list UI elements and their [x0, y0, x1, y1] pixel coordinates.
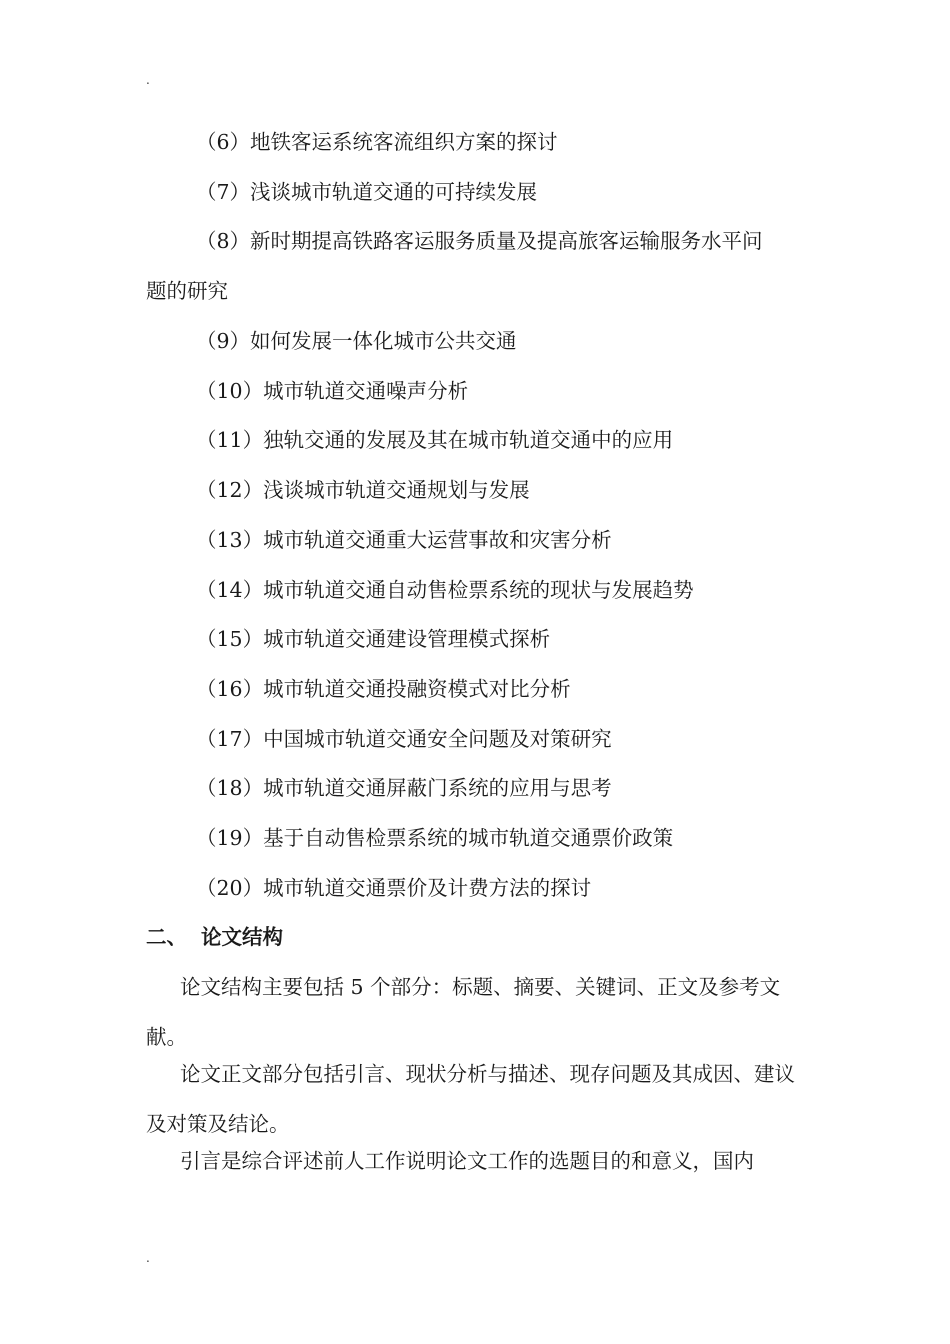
topic-item: （14）城市轨道交通自动售检票系统的现状与发展趋势: [196, 577, 694, 602]
section-title: 论文结构: [201, 925, 283, 950]
body-paragraph: 论文结构主要包括 5 个部分：标题、摘要、关键词、正文及参考文献。: [146, 975, 781, 1049]
topic-item: （17）中国城市轨道交通安全问题及对策研究: [196, 726, 612, 751]
topic-item: （9）如何发展一体化城市公共交通: [196, 329, 517, 354]
section-heading: [146, 925, 810, 949]
topic-item: （13）城市轨道交通重大运营事故和灾害分析: [196, 527, 612, 552]
topic-item: （12）浅谈城市轨道交通规划与发展: [196, 478, 530, 503]
document-body: [146, 130, 810, 1186]
body-paragraph: 引言是综合评述前人工作说明论文工作的选题目的和意义，国内: [180, 1149, 754, 1173]
page-mark-bottom: .: [146, 1251, 150, 1265]
body-paragraph: 论文正文部分包括引言、现状分析与描述、现存问题及其成因、建议及对策及结论。: [146, 1062, 795, 1136]
topic-item: （19）基于自动售检票系统的城市轨道交通票价政策: [196, 825, 674, 850]
topic-item: （15）城市轨道交通建设管理模式探析: [196, 627, 551, 652]
topic-item: （11）独轨交通的发展及其在城市轨道交通中的应用: [196, 428, 674, 453]
topic-item: （20）城市轨道交通票价及计费方法的探讨: [196, 875, 592, 900]
topic-item: （18）城市轨道交通屏蔽门系统的应用与思考: [196, 776, 612, 801]
topic-item: （8）新时期提高铁路客运服务质量及提高旅客运输服务水平问 题的研究: [146, 229, 763, 304]
page-mark-top: .: [146, 73, 150, 87]
section-number: 二、: [146, 925, 187, 950]
topic-item: （16）城市轨道交通投融资模式对比分析: [196, 676, 571, 701]
topic-item: （6）地铁客运系统客流组织方案的探讨: [196, 130, 558, 154]
topic-item: （7）浅谈城市轨道交通的可持续发展: [196, 179, 538, 204]
topic-item: （10）城市轨道交通噪声分析: [196, 378, 469, 403]
